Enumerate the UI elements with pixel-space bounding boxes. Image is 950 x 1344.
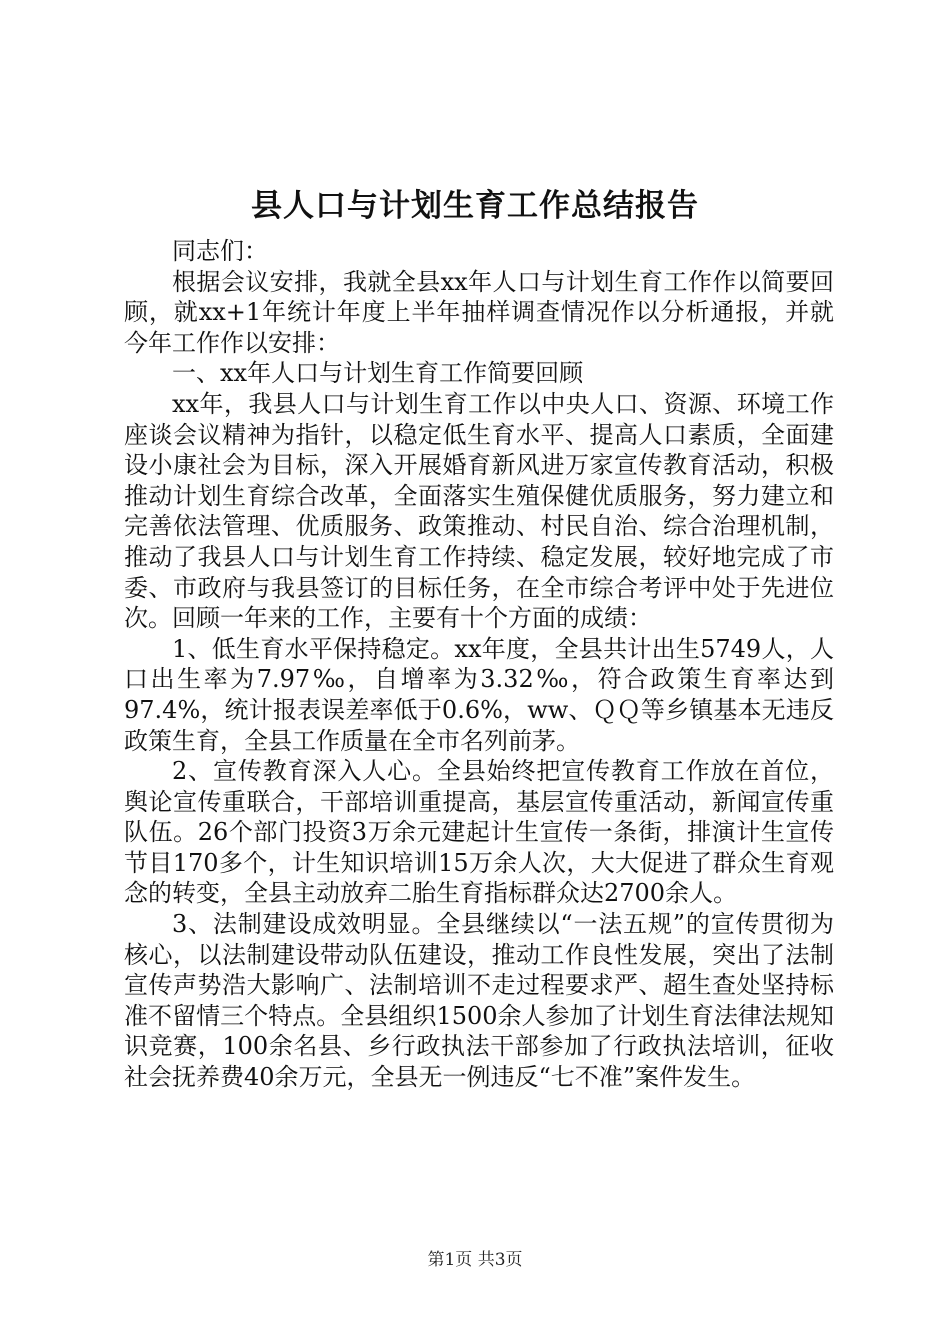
document-title: 县人口与计划生育工作总结报告 (251, 188, 699, 224)
achievement-1-paragraph: 1、低生育水平保持稳定。xx年度，全县共计出生5749人，人口出生率为7.97‰，自增率为3.32‰，符合政策生育率达到97.4%，统计报表误差率低于0.6%，ww、ＱＱ等乡镇基本无违反政策生育，全县工作质量在全市名列前茅。 (124, 634, 834, 755)
salutation-paragraph: 同志们： (172, 237, 268, 265)
page-footer: 第1页 共3页 (427, 1250, 523, 1270)
achievement-3-paragraph: 3、法制建设成效明显。全县继续以“一法五规”的宣传贯彻为核心，以法制建设带动队伍建设，推动工作良性发展，突出了法制宣传声势浩大影响广、法制培训不走过程要求严、超生查处坚持标准不留情三个特点。全县组织1500余人参加了计划生育法律法规知识竞赛，100余名县、乡行政执法干部参加了行政执法培训，征收社会抚养费40余万元，全县无一例违反“七不准”案件发生。 (124, 910, 834, 1092)
document-body (124, 236, 834, 1093)
intro-paragraph: 根据会议安排，我就全县xx年人口与计划生育工作作以简要回顾，就xx+1年统计年度上半年抽样调查情况作以分析通报，并就今年工作作以安排： (124, 267, 834, 357)
achievement-2-paragraph: 2、宣传教育深入人心。全县始终把宣传教育工作放在首位，舆论宣传重联合，干部培训重提高，基层宣传重活动，新闻宣传重队伍。26个部门投资3万余元建起计生宣传一条街，排演计生宣传节目170多个，计生知识培训15万余人次，大大促进了群众生育观念的转变，全县主动放弃二胎生育指标群众达2700余人。 (124, 757, 834, 908)
section-heading: 一、xx年人口与计划生育工作简要回顾 (172, 359, 584, 388)
overview-paragraph: xx年，我县人口与计划生育工作以中央人口、资源、环境工作座谈会议精神为指针，以稳定低生育水平、提高人口素质，全面建设小康社会为目标，深入开展婚育新风进万家宣传教育活动，积极推动计划生育综合改革，全面落实生殖保健优质服务，努力建立和完善依法管理、优质服务、政策推动、村民自治、综合治理机制，推动了我县人口与计划生育工作持续、稳定发展，较好地完成了市委、市政府与我县签订的目标任务，在全市综合考评中处于先进位次。回顾一年来的工作，主要有十个方面的成绩： (124, 389, 834, 633)
